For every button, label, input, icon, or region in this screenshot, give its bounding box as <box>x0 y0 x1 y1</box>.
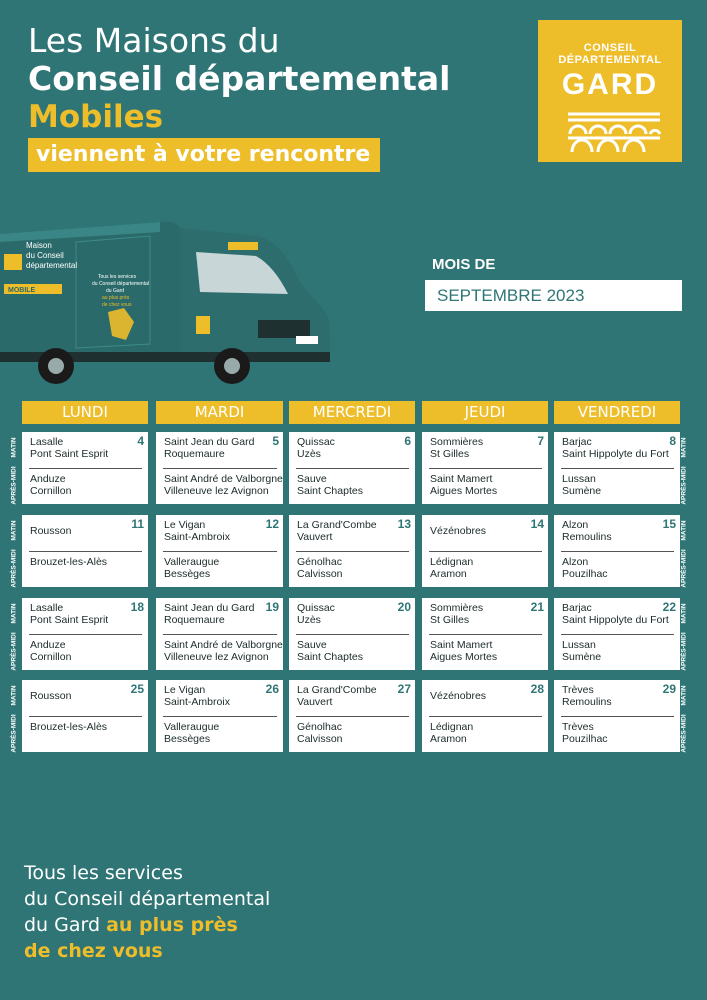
divider <box>296 716 409 717</box>
location: Génolhac <box>297 556 342 568</box>
location: Lussan <box>562 473 596 485</box>
period-labels-right <box>679 515 689 587</box>
afternoon-locations <box>30 639 144 663</box>
day-card <box>554 598 680 670</box>
location: Saint-Ambroix <box>164 696 230 708</box>
van-panel-5: de chez vous <box>102 302 132 308</box>
location: Trèves <box>562 684 594 696</box>
location: Sommières <box>430 602 484 614</box>
morning-locations <box>562 684 664 716</box>
day-header: LUNDI <box>22 401 148 424</box>
logo-text: CONSEIL DÉPARTEMENTAL <box>558 42 662 66</box>
footer-slogan <box>24 860 270 964</box>
location: Villeneuve lez Avignon <box>164 485 269 497</box>
afternoon-locations <box>430 556 544 580</box>
location: Lasalle <box>30 436 64 448</box>
divider <box>29 551 142 552</box>
divider <box>296 468 409 469</box>
afternoon-label: APRÈS-MIDI <box>10 714 18 753</box>
location: Le Vigan <box>164 684 206 696</box>
afternoon-locations <box>30 473 144 497</box>
location: Bessèges <box>164 568 211 580</box>
footer-line-1: Tous les services <box>24 862 183 884</box>
day-card <box>22 515 148 587</box>
divider <box>561 716 674 717</box>
day-number: 11 <box>131 517 144 531</box>
morning-locations <box>164 602 267 634</box>
period-labels-left <box>9 680 19 752</box>
morning-locations <box>164 436 267 468</box>
day-number: 28 <box>530 682 544 696</box>
location: Pont Saint Esprit <box>30 614 109 626</box>
day-card <box>289 432 415 504</box>
location: Quissac <box>297 436 335 448</box>
morning-locations <box>164 519 267 551</box>
day-number: 4 <box>137 434 144 448</box>
morning-locations <box>30 525 132 557</box>
day-card <box>156 432 283 504</box>
location: Saint Chaptes <box>297 485 363 497</box>
afternoon-locations <box>30 721 144 733</box>
location: Bessèges <box>164 733 211 745</box>
location: Sumène <box>562 651 602 663</box>
van-title-1: Maison <box>26 241 52 250</box>
location: Génolhac <box>297 721 342 733</box>
day-card <box>22 680 148 752</box>
location: Saint Jean du Gard <box>164 602 255 614</box>
location: Pouzilhac <box>562 568 608 580</box>
day-card <box>554 680 680 752</box>
location: Remoulins <box>562 531 612 543</box>
location: Sauve <box>297 473 327 485</box>
morning-locations <box>562 602 669 634</box>
afternoon-locations <box>297 639 411 663</box>
day-number: 26 <box>265 682 279 696</box>
day-card <box>156 515 283 587</box>
day-number: 14 <box>530 517 544 531</box>
title-line-1: Les Maisons du <box>28 21 280 60</box>
afternoon-locations <box>297 556 411 580</box>
location: Barjac <box>562 436 592 448</box>
day-number: 27 <box>397 682 411 696</box>
gard-logo <box>538 20 682 162</box>
location: Le Vigan <box>164 519 206 531</box>
footer-line-3: du Gard au plus près <box>24 914 238 936</box>
van-panel-2: du Conseil départemental <box>92 281 149 287</box>
morning-locations <box>562 519 664 551</box>
van-title-2: du Conseil <box>26 251 64 260</box>
van-panel-4: au plus près <box>102 295 130 301</box>
location: Saint André de Valborgne <box>164 639 283 651</box>
period-labels-right <box>679 598 689 670</box>
day-number: 18 <box>130 600 144 614</box>
day-number: 20 <box>397 600 411 614</box>
location: St Gilles <box>430 614 470 626</box>
location: Anduze <box>30 473 66 485</box>
morning-label: MATIN <box>10 685 18 706</box>
location: Vauvert <box>297 696 333 708</box>
location: Valleraugue <box>164 556 220 568</box>
location: Saint-Ambroix <box>164 531 230 543</box>
mobile-van-illustration <box>0 212 340 392</box>
location: St Gilles <box>430 448 470 460</box>
morning-locations <box>30 436 132 468</box>
afternoon-locations <box>164 721 279 745</box>
location: Saint Mamert <box>430 473 493 485</box>
location: Saint André de Valborgne <box>164 473 283 485</box>
location: Roquemaure <box>164 614 225 626</box>
afternoon-locations <box>297 473 411 497</box>
afternoon-locations <box>562 639 676 663</box>
location: Aramon <box>430 733 467 745</box>
location: Alzon <box>562 519 589 531</box>
day-number: 25 <box>130 682 144 696</box>
day-header: JEUDI <box>422 401 548 424</box>
day-card <box>554 432 680 504</box>
day-card <box>422 598 548 670</box>
day-number: 19 <box>265 600 279 614</box>
afternoon-locations <box>562 473 676 497</box>
morning-label: MATIN <box>680 437 688 458</box>
title-banner: viennent à votre rencontre <box>28 138 380 172</box>
afternoon-locations <box>297 721 411 745</box>
location: Aigues Mortes <box>430 485 498 497</box>
location: Lédignan <box>430 556 474 568</box>
divider <box>429 551 542 552</box>
location: Lussan <box>562 639 596 651</box>
morning-locations <box>297 436 399 468</box>
location: Valleraugue <box>164 721 220 733</box>
day-number: 7 <box>537 434 544 448</box>
divider <box>163 551 277 552</box>
day-number: 6 <box>404 434 411 448</box>
location: Saint Hippolyte du Fort <box>562 614 669 626</box>
location: Vézénobres <box>430 525 487 537</box>
location: Roquemaure <box>164 448 225 460</box>
day-card <box>156 598 283 670</box>
location: Aramon <box>430 568 467 580</box>
afternoon-locations <box>430 639 544 663</box>
location: Villeneuve lez Avignon <box>164 651 269 663</box>
location: Remoulins <box>562 696 612 708</box>
afternoon-label: APRÈS-MIDI <box>680 549 688 588</box>
morning-locations <box>164 684 267 716</box>
period-labels-right <box>679 680 689 752</box>
morning-label: MATIN <box>680 603 688 624</box>
day-card <box>289 515 415 587</box>
day-card <box>156 680 283 752</box>
day-card <box>554 515 680 587</box>
morning-locations <box>297 519 399 551</box>
location: Lédignan <box>430 721 474 733</box>
afternoon-locations <box>562 721 676 745</box>
pont-du-gard-icon <box>566 108 662 154</box>
location: Rousson <box>30 690 72 702</box>
location: Alzon <box>562 556 589 568</box>
divider <box>296 634 409 635</box>
divider <box>163 468 277 469</box>
day-number: 15 <box>662 517 676 531</box>
location: Cornillon <box>30 651 72 663</box>
day-card <box>422 680 548 752</box>
afternoon-label: APRÈS-MIDI <box>10 549 18 588</box>
morning-locations <box>430 602 532 634</box>
van-badge: MOBILE <box>8 287 36 294</box>
afternoon-locations <box>164 556 279 580</box>
divider <box>429 468 542 469</box>
afternoon-locations <box>164 639 283 663</box>
day-header: MARDI <box>156 401 283 424</box>
afternoon-label: APRÈS-MIDI <box>10 632 18 671</box>
morning-label: MATIN <box>680 685 688 706</box>
day-card <box>422 515 548 587</box>
afternoon-locations <box>164 473 283 497</box>
page-title <box>28 22 450 172</box>
period-labels-left <box>9 432 19 504</box>
period-labels-left <box>9 515 19 587</box>
period-labels-left <box>9 598 19 670</box>
day-number: 29 <box>662 682 676 696</box>
location: Barjac <box>562 602 592 614</box>
location: Brouzet-les-Alès <box>30 721 108 733</box>
morning-locations <box>562 436 669 468</box>
title-line-3: Mobiles <box>28 99 164 135</box>
location: Pont Saint Esprit <box>30 448 109 460</box>
morning-locations <box>430 436 532 468</box>
month-label: MOIS DE <box>432 256 496 273</box>
afternoon-label: APRÈS-MIDI <box>680 466 688 505</box>
morning-locations <box>430 690 532 722</box>
title-line-2: Conseil départemental <box>28 59 451 98</box>
van-panel-3: du Gard <box>106 288 125 294</box>
morning-locations <box>430 525 532 557</box>
divider <box>29 468 142 469</box>
location: Uzès <box>297 614 321 626</box>
afternoon-locations <box>430 473 544 497</box>
location: Sumène <box>562 485 602 497</box>
location: Cornillon <box>30 485 72 497</box>
morning-label: MATIN <box>10 520 18 541</box>
location: Aigues Mortes <box>430 651 498 663</box>
period-labels-right <box>679 432 689 504</box>
day-header: MERCREDI <box>289 401 415 424</box>
day-number: 13 <box>397 517 411 531</box>
day-card <box>22 598 148 670</box>
logo-name: GARD <box>561 68 659 101</box>
morning-label: MATIN <box>10 603 18 624</box>
divider <box>29 716 142 717</box>
day-number: 21 <box>530 600 544 614</box>
morning-locations <box>30 602 132 634</box>
divider <box>561 468 674 469</box>
divider <box>429 716 542 717</box>
footer-line-4: de chez vous <box>24 940 163 962</box>
divider <box>561 634 674 635</box>
location: Uzès <box>297 448 321 460</box>
location: Saint Hippolyte du Fort <box>562 448 669 460</box>
van-panel-1: Tous les services <box>98 274 137 280</box>
location: Rousson <box>30 525 72 537</box>
location: Saint Mamert <box>430 639 493 651</box>
divider <box>296 551 409 552</box>
day-number: 22 <box>662 600 676 614</box>
morning-locations <box>297 602 399 634</box>
van-title-3: départemental <box>26 261 78 270</box>
afternoon-locations <box>30 556 144 568</box>
divider <box>163 716 277 717</box>
location: Saint Chaptes <box>297 651 363 663</box>
location: Calvisson <box>297 733 343 745</box>
location: Trèves <box>562 721 594 733</box>
divider <box>163 634 277 635</box>
location: Saint Jean du Gard <box>164 436 255 448</box>
location: Lasalle <box>30 602 64 614</box>
location: Anduze <box>30 639 66 651</box>
day-card <box>289 598 415 670</box>
afternoon-label: APRÈS-MIDI <box>680 632 688 671</box>
afternoon-label: APRÈS-MIDI <box>10 466 18 505</box>
footer-line-2: du Conseil départemental <box>24 888 271 910</box>
location: Sommières <box>430 436 484 448</box>
location: Sauve <box>297 639 327 651</box>
afternoon-label: APRÈS-MIDI <box>680 714 688 753</box>
location: La Grand'Combe <box>297 684 377 696</box>
location: Vauvert <box>297 531 333 543</box>
morning-label: MATIN <box>680 520 688 541</box>
morning-label: MATIN <box>10 437 18 458</box>
day-card <box>22 432 148 504</box>
morning-locations <box>30 690 132 722</box>
location: Vézénobres <box>430 690 487 702</box>
day-card <box>289 680 415 752</box>
morning-locations <box>297 684 399 716</box>
location: Calvisson <box>297 568 343 580</box>
day-header: VENDREDI <box>554 401 680 424</box>
day-number: 8 <box>669 434 676 448</box>
day-number: 12 <box>265 517 279 531</box>
month-value: SEPTEMBRE 2023 <box>425 280 682 311</box>
divider <box>429 634 542 635</box>
location: Quissac <box>297 602 335 614</box>
location: La Grand'Combe <box>297 519 377 531</box>
location: Brouzet-les-Alès <box>30 556 108 568</box>
divider <box>561 551 674 552</box>
afternoon-locations <box>430 721 544 745</box>
afternoon-locations <box>562 556 676 580</box>
day-card <box>422 432 548 504</box>
day-number: 5 <box>272 434 279 448</box>
location: Pouzilhac <box>562 733 608 745</box>
divider <box>29 634 142 635</box>
